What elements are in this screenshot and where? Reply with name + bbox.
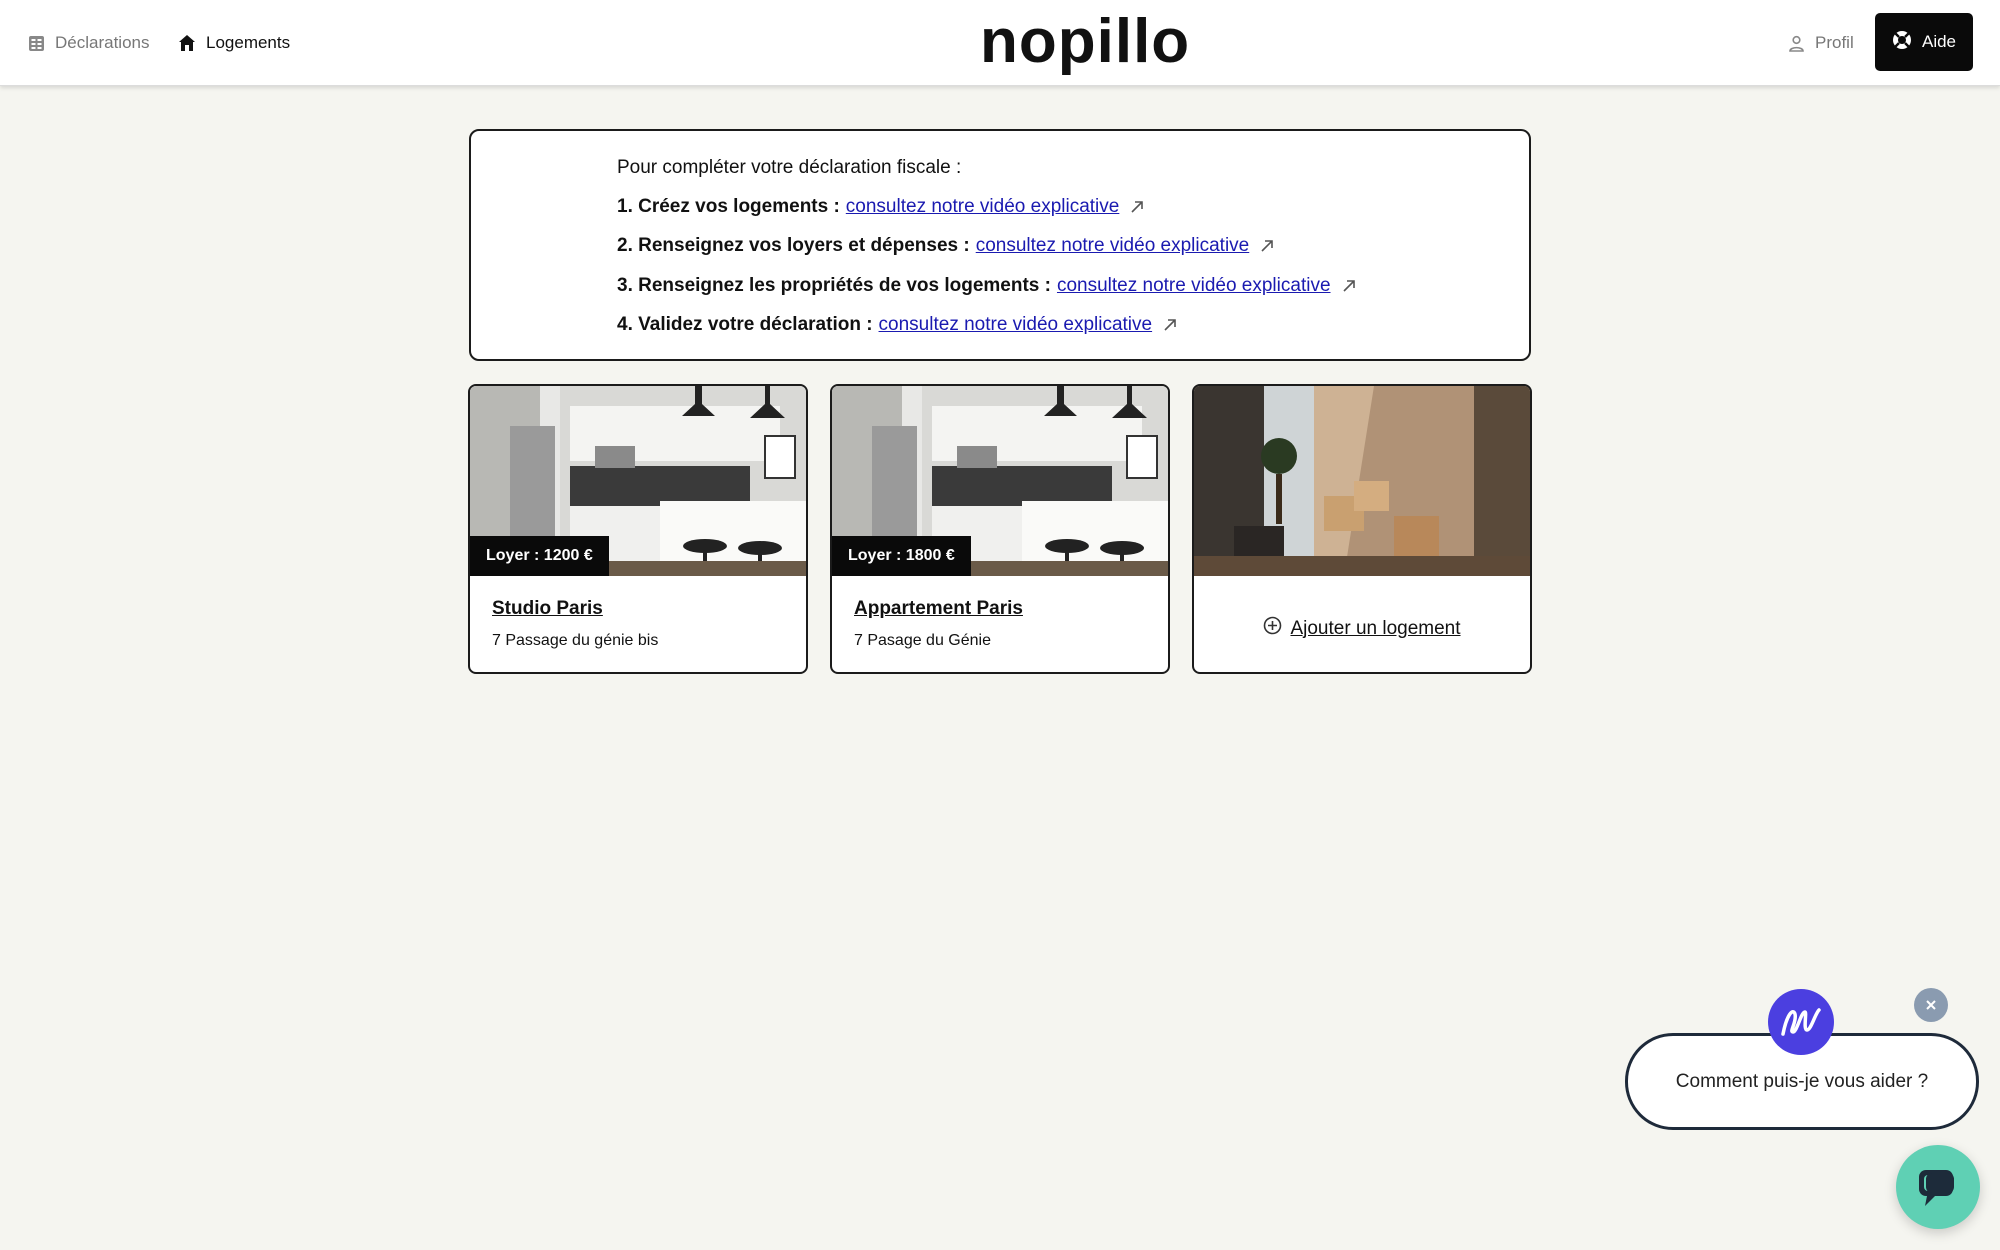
rent-badge: Loyer : 1800 € (832, 536, 971, 576)
chat-close-button[interactable] (1914, 988, 1948, 1022)
plus-circle-icon (1263, 616, 1282, 641)
external-link-icon[interactable] (1162, 317, 1178, 333)
logement-card[interactable] (468, 384, 808, 674)
nav-declarations[interactable] (28, 28, 150, 58)
user-icon (1788, 35, 1805, 52)
instructions-box (469, 129, 1531, 361)
video-link[interactable]: consultez notre vidéo explicative (1056, 275, 1331, 296)
instruction-step (617, 235, 1275, 257)
step-label: 1. Créez vos logements : (617, 196, 840, 217)
video-link[interactable]: consultez notre vidéo explicative (878, 314, 1153, 335)
external-link-icon[interactable] (1259, 238, 1275, 254)
step-label: 3. Renseignez les propriétés de vos logements : (617, 275, 1051, 296)
moving-room-photo (1194, 386, 1530, 576)
add-logement-label: Ajouter un logement (1290, 617, 1461, 639)
nopillo-logo[interactable]: nopillo (980, 7, 1191, 76)
aide-label: Aide (1921, 32, 1957, 51)
top-navbar (0, 0, 2000, 86)
video-link[interactable]: consultez notre vidéo explicative (975, 235, 1250, 256)
logement-title[interactable]: Studio Paris (492, 598, 603, 619)
home-icon (178, 34, 196, 52)
kitchen-photo (832, 386, 1168, 576)
step-label: 4. Validez votre déclaration : (617, 314, 873, 335)
table-icon (28, 35, 45, 52)
chat-prompt-text: Comment puis-je vous aider ? (1675, 1070, 1929, 1092)
lifebuoy-icon (1892, 30, 1912, 55)
logement-title[interactable]: Appartement Paris (854, 598, 1023, 619)
nav-logements-label: Logements (206, 33, 291, 52)
external-link-icon[interactable] (1341, 278, 1357, 294)
nav-declarations-label: Déclarations (55, 33, 150, 52)
nav-profil-label: Profil (1815, 33, 1854, 52)
logement-address: 7 Passage du génie bis (492, 632, 659, 649)
add-logement-button[interactable] (1194, 616, 1530, 641)
logement-address: 7 Pasage du Génie (854, 632, 991, 649)
chat-launcher-button[interactable] (1896, 1145, 1980, 1229)
chat-icon (1915, 1164, 1961, 1210)
close-icon (1924, 998, 1938, 1012)
add-logement-card[interactable] (1192, 384, 1532, 674)
assistant-logo-icon (1779, 1004, 1823, 1040)
aide-button[interactable] (1875, 13, 1973, 71)
external-link-icon[interactable] (1129, 199, 1145, 215)
step-label: 2. Renseignez vos loyers et dépenses : (617, 235, 970, 256)
nav-logements[interactable] (178, 28, 290, 58)
rent-badge: Loyer : 1200 € (470, 536, 609, 576)
logement-card[interactable] (830, 384, 1170, 674)
kitchen-photo (470, 386, 806, 576)
instruction-step (617, 196, 1145, 218)
chat-avatar (1768, 989, 1834, 1055)
video-link[interactable]: consultez notre vidéo explicative (845, 196, 1120, 217)
instruction-step (617, 314, 1178, 336)
instructions-intro: Pour compléter votre déclaration fiscale : (617, 157, 962, 178)
instruction-step (617, 275, 1357, 297)
nav-profil[interactable] (1788, 28, 1854, 58)
